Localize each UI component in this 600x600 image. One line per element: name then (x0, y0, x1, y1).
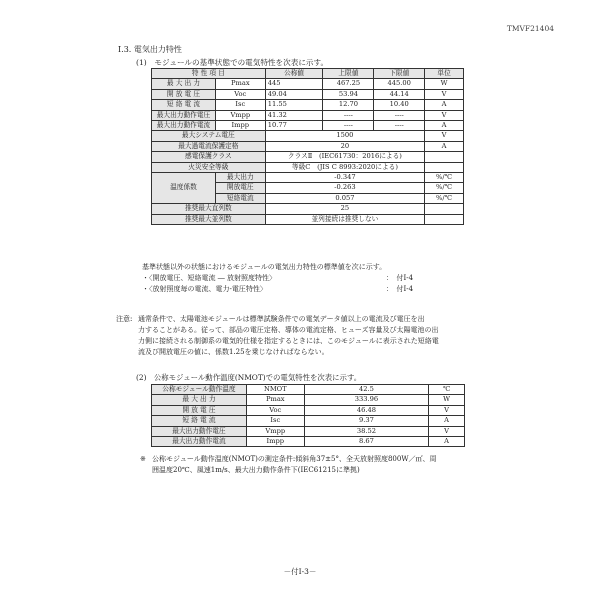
row-lower: 44.14 (374, 89, 425, 99)
row-upper: 467.25 (323, 79, 374, 89)
note-line: 通常条件で、太陽電池モジュールは標準試験条件での電気データ値以上の電流及び電圧を出 (138, 315, 425, 323)
table-row (152, 100, 464, 110)
document-id: TMVF21404 (506, 24, 554, 33)
row-label: 最 大 出 力 (152, 395, 247, 405)
subsection-2-title: (2) 公称モジュール動作温度(NMOT)での電気特性を次表に示す。 (136, 373, 362, 382)
table-row (152, 110, 464, 120)
table-row (152, 121, 464, 131)
footnote-line-1: 公称モジュール動作温度(NMOT)の測定条件:傾斜角37±5°、全天放射照度800W／㎡、周 (152, 455, 437, 463)
row-symbol: Isc (215, 100, 265, 110)
system-voltage-label: 最大システム電圧 (152, 131, 266, 141)
system-voltage-value: 1500 (265, 131, 424, 141)
row-nominal: 49.04 (265, 89, 323, 99)
row-unit: A (425, 100, 464, 110)
row-upper: ---- (323, 110, 374, 120)
row-unit: W (429, 395, 465, 405)
empty-cell (425, 204, 464, 214)
col-header-unit: 単位 (425, 69, 464, 79)
series-label: 推奨最大直列数 (152, 204, 266, 214)
table-row (152, 405, 465, 415)
std-item-2-ref: ： 付Ⅰ-4 (386, 285, 414, 293)
row-unit: A (425, 121, 464, 131)
row-label: 最大出力動作電流 (152, 121, 216, 131)
col-header-nominal: 公称値 (265, 69, 323, 79)
series-value: 25 (265, 204, 424, 214)
row-lower: 445.00 (374, 79, 425, 89)
note-line: 力することがある。従って、部品の電圧定格、導体の電流定格、ヒューズ容量及び太陽電池の出 (138, 326, 439, 334)
row-unit: A (429, 416, 465, 426)
row-nominal: 445 (265, 79, 323, 89)
empty-cell (425, 162, 464, 172)
row-unit: V (429, 426, 465, 436)
row-label: 開 放 電 圧 (152, 405, 247, 415)
row-lower: ---- (374, 121, 425, 131)
nmot-characteristics-table (151, 384, 465, 447)
std-item-1-ref: ： 付Ⅰ-4 (386, 274, 414, 282)
table-row-parallel (152, 214, 464, 224)
table-header-row (152, 69, 464, 79)
temp-row-label: 開放電圧 (215, 183, 265, 193)
row-value: 38.52 (304, 426, 428, 436)
section-title: Ⅰ.3. 電気出力特性 (118, 45, 182, 54)
table-row-series (152, 204, 464, 214)
temp-row-value: 0.057 (265, 193, 424, 203)
table-row-fire-class (152, 162, 464, 172)
footnote-line-2: 囲温度20℃、風速1m/s、最大出力動作条件下(IEC61215に準拠) (152, 466, 360, 474)
temp-row-value: -0.347 (265, 173, 424, 183)
table-row-system-voltage (152, 131, 464, 141)
nmot-value: 42.5 (304, 385, 428, 395)
empty-cell (425, 152, 464, 162)
fire-class-label: 火災安全等級 (152, 162, 266, 172)
table-row (152, 437, 465, 447)
note-label: 注意: (116, 315, 133, 323)
temp-row-value: -0.263 (265, 183, 424, 193)
row-unit: V (425, 110, 464, 120)
note-line: 流及び開放電圧の値に、係数1.25を乗じなければならない。 (138, 348, 329, 356)
temp-row-unit: %/℃ (425, 193, 464, 203)
std-item-2: ・〈放射照度毎の電流、電力-電圧特性〉 (142, 285, 267, 293)
electrical-characteristics-table (151, 68, 464, 225)
col-header-lower: 下限値 (374, 69, 425, 79)
table-row (152, 89, 464, 99)
parallel-label: 推奨最大並列数 (152, 214, 266, 224)
row-nominal: 11.55 (265, 100, 323, 110)
row-label: 開 放 電 圧 (152, 89, 216, 99)
footnote-mark: ※ (140, 455, 146, 463)
row-unit: A (429, 437, 465, 447)
row-unit: V (425, 89, 464, 99)
row-upper: 12.70 (323, 100, 374, 110)
row-symbol: Voc (215, 89, 265, 99)
empty-cell (425, 214, 464, 224)
table-row-fuse (152, 141, 464, 151)
row-upper: ---- (323, 121, 374, 131)
row-lower: 10.40 (374, 100, 425, 110)
temp-row-label: 短絡電流 (215, 193, 265, 203)
fuse-rating-value: 20 (265, 141, 424, 151)
row-nominal: 41.32 (265, 110, 323, 120)
row-symbol: Impp (215, 121, 265, 131)
row-symbol: Pmax (246, 395, 304, 405)
row-unit: V (429, 405, 465, 415)
fuse-rating-label: 最大過電流保護定格 (152, 141, 266, 151)
row-nominal: 10.77 (265, 121, 323, 131)
shock-class-value: クラスⅡ (IEC61730：2016による) (265, 152, 424, 162)
nmot-label: 公称モジュール動作温度 (152, 385, 247, 395)
col-header-upper: 上限値 (323, 69, 374, 79)
temp-row-label: 最大出力 (215, 173, 265, 183)
row-label: 短 絡 電 流 (152, 100, 216, 110)
fuse-rating-unit: A (425, 141, 464, 151)
table-row (152, 426, 465, 436)
note-line: 力側に接続される制御系の電気的仕様を指定するときには、このモジュールに表示された短絡電 (138, 337, 439, 345)
row-upper: 53.94 (323, 89, 374, 99)
row-value: 46.48 (304, 405, 428, 415)
col-header-item: 特 性 項 目 (152, 69, 266, 79)
system-voltage-unit: V (425, 131, 464, 141)
row-symbol: Pmax (215, 79, 265, 89)
nmot-unit: ℃ (429, 385, 465, 395)
row-label: 最 大 出 力 (152, 79, 216, 89)
row-lower: ---- (374, 110, 425, 120)
nmot-header-row (152, 385, 465, 395)
temp-row-unit: %/℃ (425, 183, 464, 193)
row-value: 333.96 (304, 395, 428, 405)
row-label: 最大出力動作電流 (152, 437, 247, 447)
parallel-value: 並列接続は推奨しない (265, 214, 424, 224)
temp-coefficient-label: 温度係数 (152, 173, 216, 204)
table-row (152, 416, 465, 426)
row-label: 最大出力動作電圧 (152, 426, 247, 436)
row-value: 9.37 (304, 416, 428, 426)
fire-class-value: 等級C (JIS C 8993:2020による) (265, 162, 424, 172)
table-row-shock-class (152, 152, 464, 162)
row-label: 短 絡 電 流 (152, 416, 247, 426)
row-symbol: Vmpp (246, 426, 304, 436)
row-symbol: Vmpp (215, 110, 265, 120)
std-item-1: ・〈開放電圧、短絡電流 ― 放射照度特性〉 (142, 274, 276, 282)
nmot-symbol: NMOT (246, 385, 304, 395)
row-symbol: Impp (246, 437, 304, 447)
subsection-1-title: (1) モジュールの基準状態での電気特性を次表に示す。 (136, 58, 329, 67)
table-row-temp-pmax (152, 173, 464, 183)
row-label: 最大出力動作電圧 (152, 110, 216, 120)
table-row (152, 395, 465, 405)
temp-row-unit: %/℃ (425, 173, 464, 183)
shock-class-label: 感電保護クラス (152, 152, 266, 162)
row-value: 8.67 (304, 437, 428, 447)
std-intro-text: 基準状態以外の状態におけるモジュールの電気出力特性の標準値を次に示す。 (142, 263, 387, 271)
row-symbol: Isc (246, 416, 304, 426)
row-symbol: Voc (246, 405, 304, 415)
page-footer: －付Ⅰ-3－ (283, 567, 317, 576)
table-row (152, 79, 464, 89)
row-unit: W (425, 79, 464, 89)
